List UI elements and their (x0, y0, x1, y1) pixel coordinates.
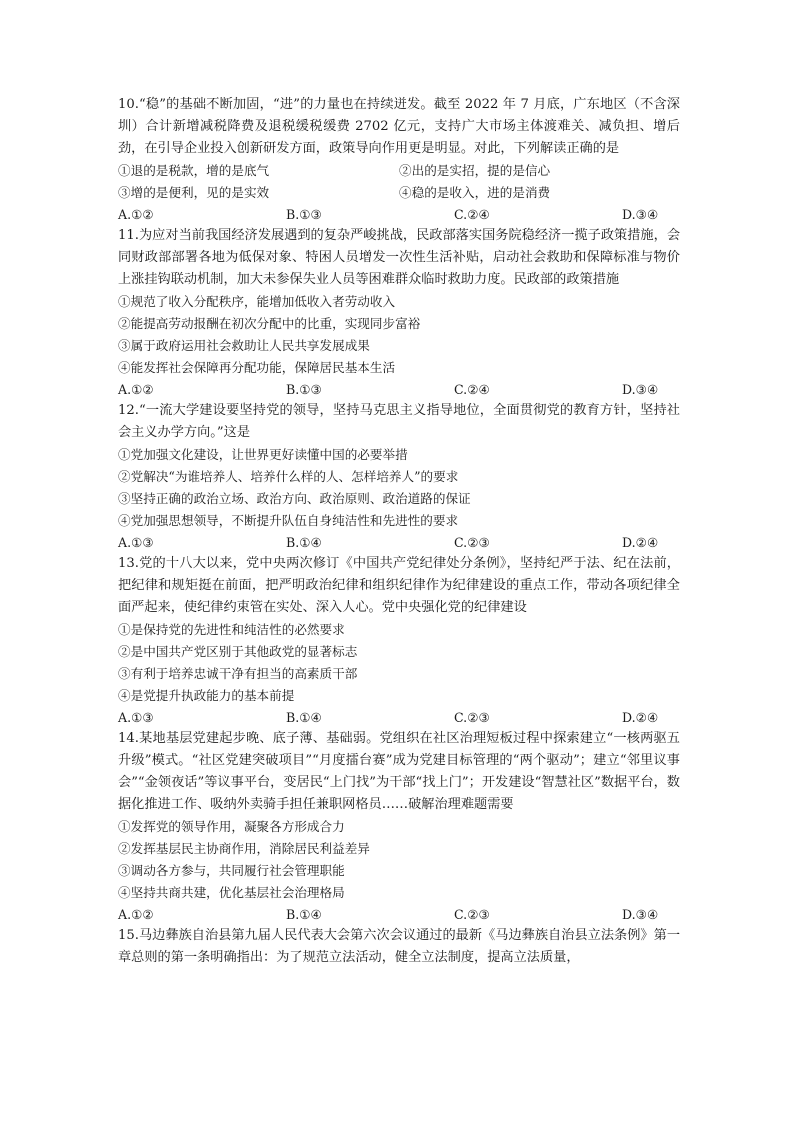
question-15 (118, 925, 680, 969)
option-2: ②党解决“为谁培养人、培养什么样的人、怎样培养人”的要求 (118, 469, 459, 485)
option-1: ①是保持党的先进性和纯洁性的必然要求 (118, 622, 345, 638)
question-11 (118, 225, 680, 400)
option-2: ②能提高劳动报酬在初次分配中的比重，实现同步富裕 (118, 316, 421, 332)
option-3: ③有利于培养忠诚干净有担当的高素质干部 (118, 665, 358, 681)
question-14 (118, 728, 680, 925)
answer-b: B.①④ (286, 906, 322, 922)
answer-choices (118, 204, 680, 226)
answer-a: A.①② (118, 206, 154, 222)
answer-c: C.②④ (454, 381, 490, 397)
option-2: ②是中国共产党区别于其他政党的显著标志 (118, 644, 358, 660)
answer-d: D.②④ (622, 709, 659, 725)
answer-a: A.①③ (118, 534, 154, 550)
answer-b: B.①③ (286, 206, 322, 222)
option-3: ③增的是便利，见的是实效 (118, 184, 270, 200)
option-2: ②发挥基层民主协商作用，消除居民利益差异 (118, 841, 370, 857)
question-10 (118, 94, 680, 225)
option-4: ④坚持共商共建，优化基层社会治理格局 (118, 884, 345, 900)
option-3: ③坚持正确的政治立场、政治方向、政治原则、政治道路的保证 (118, 490, 471, 506)
answer-b: B.①③ (286, 381, 322, 397)
answer-d: D.③④ (622, 381, 659, 397)
answer-choices (118, 379, 680, 401)
answer-a: A.①② (118, 906, 154, 922)
option-4: ④是党提升执政能力的基本前提 (118, 687, 295, 703)
answer-c: C.②③ (454, 534, 490, 550)
answer-b: B.①④ (286, 534, 322, 550)
answer-a: A.①② (118, 381, 154, 397)
option-1: ①发挥党的领导作用，凝聚各方形成合力 (118, 819, 345, 835)
answer-choices (118, 904, 680, 926)
answer-c: C.②③ (454, 906, 490, 922)
option-1: ①规范了收入分配秩序，能增加低收入者劳动收入 (118, 294, 396, 310)
answer-a: A.①③ (118, 709, 154, 725)
option-3: ③属于政府运用社会救助让人民共享发展成果 (118, 337, 370, 353)
question-12 (118, 400, 680, 553)
answer-d: D.③④ (622, 206, 659, 222)
option-3: ③调动各方参与，共同履行社会管理职能 (118, 862, 345, 878)
exam-page (118, 94, 680, 969)
answer-c: C.②④ (454, 206, 490, 222)
answer-choices (118, 532, 680, 554)
answer-b: B.①④ (286, 709, 322, 725)
option-4: ④党加强思想领导，不断提升队伍自身纯洁性和先进性的要求 (118, 512, 459, 528)
option-1: ①党加强文化建设，让世界更好读懂中国的必要举措 (118, 447, 408, 463)
answer-c: C.②③ (454, 709, 490, 725)
question-stem: 15.马边彝族自治县第九届人民代表大会第六次会议通过的最新《马边彝族自治县立法条例》第一章总则的第一条明确指出：为了规范立法活动，健全立法制度，提高立法质量， (118, 928, 680, 966)
option-4: ④能发挥社会保障再分配功能，保障居民基本生活 (118, 359, 396, 375)
question-13 (118, 553, 680, 728)
answer-d: D.②④ (622, 534, 659, 550)
answer-d: D.③④ (622, 906, 659, 922)
option-4: ④稳的是收入，进的是消费 (399, 184, 551, 200)
question-stem: 11.为应对当前我国经济发展遇到的复杂严峻挑战，民政部落实国务院稳经济一揽子政策措施，会同财政部部署各地为低保对象、特困人员增发一次性生活补贴，启动社会救助和保障标准与物价上涨挂钩联动机制，加大未参保失业人员等困难群众临时救助力度。民政部的政策措施 (118, 228, 680, 288)
answer-choices (118, 707, 680, 729)
option-1: ①退的是税款，增的是底气 (118, 163, 270, 178)
option-2: ②出的是实招，提的是信心 (399, 163, 551, 178)
question-stem: 14.某地基层党建起步晚、底子薄、基础弱。党组织在社区治理短板过程中探索建立“一核两驱五升级”模式。“社区党建突破项目”“月度擂台赛”成为党建目标管理的“两个驱动”；建立“邻里议事会”“金领夜话”等议事平台，变居民“上门找”为干部“找上门”；开发建设“智慧社区”数据平台，数据化推进工作、吸纳外卖骑手担任兼职网格员……破解治理难题需要 (118, 731, 680, 813)
question-stem: 10.“稳”的基础不断加固，“进”的力量也在持续迸发。截至 2022 年 7 月底，广东地区（不含深圳）合计新增减税降费及退税缓税缓费 2702 亿元，支持广大市场主体渡难关、减负担、增后劲，在引导企业投入创新研发方面，政策导向作用更是明显。对此，下列解读正确的是 (118, 97, 680, 156)
question-stem: 13.党的十八大以来，党中央两次修订《中国共产党纪律处分条例》，坚持纪严于法、纪在法前，把纪律和规矩挺在前面，把严明政治纪律和组织纪律作为纪律建设的重点工作，带动各项纪律全面严起来，使纪律约束管在实处、深入人心。党中央强化党的纪律建设 (118, 556, 680, 616)
question-stem: 12.“一流大学建设要坚持党的领导，坚持马克思主义指导地位，全面贯彻党的教育方针，坚持社会主义办学方向。”这是 (118, 403, 680, 441)
